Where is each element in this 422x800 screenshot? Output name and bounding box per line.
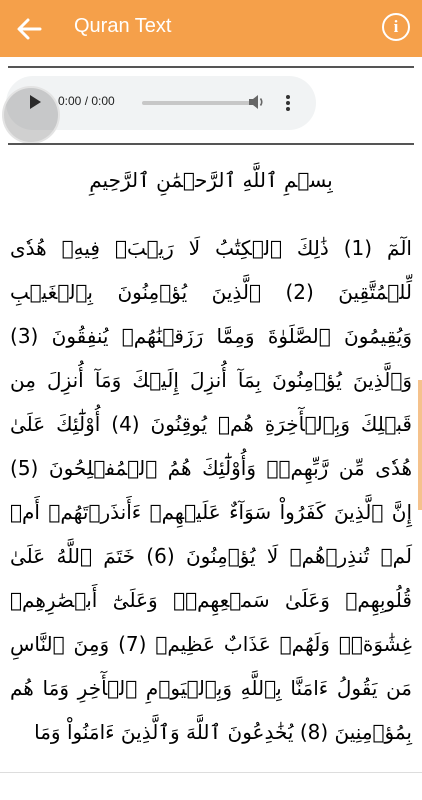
volume-icon[interactable] — [248, 94, 266, 110]
app-bar — [0, 0, 422, 57]
basmala-text: بِسۡمِ ٱللَّهِ ٱلرَّحۡمَٰنِ ٱلرَّحِيمِ — [89, 168, 333, 192]
page-title: Quran Text — [74, 15, 172, 37]
bottom-divider — [0, 772, 422, 773]
divider-top — [8, 66, 414, 68]
info-icon[interactable]: i — [382, 13, 410, 41]
more-vert-icon[interactable] — [285, 94, 291, 112]
verses-text: الٓمٓ (1) ذَٰلِكَ ٱلۡكِتَٰبُ لَا رَيۡبَۛ فِيهِۛ هُدٗى لِّلۡمُتَّقِينَ (2) ٱلَّذِينَ يُؤۡمِنُونَ بِٱلۡغَيۡبِ وَيُقِيمُونَ ٱلصَّلَوٰةَ وَمِمَّا رَزَقۡنَٰهُمۡ يُنفِقُونَ (3) وَٱلَّذِينَ يُؤۡمِنُونَ بِمَآ أُنزِلَ إِلَيۡكَ وَمَآ أُنزِلَ مِن قَبۡلِكَ وَبِٱلۡأٓخِرَةِ هُمۡ يُوقِنُونَ (4) أُوْلَٰٓئِكَ عَلَىٰ هُدٗى مِّن رَّبِّهِمۡۖ وَأُوْلَٰٓئِكَ هُمُ ٱلۡمُفۡلِحُونَ (5) إِنَّ ٱلَّذِينَ كَفَرُواْ سَوَآءٌ عَلَيۡهِمۡ ءَأَنذَرۡتَهُمۡ أَمۡ لَمۡ تُنذِرۡهُمۡ لَا يُؤۡمِنُونَ (6) خَتَمَ ٱللَّهُ عَلَىٰ قُلُوبِهِمۡ وَعَلَىٰ سَمۡعِهِمۡۖ وَعَلَىٰٓ أَبۡصَٰرِهِمۡ غِشَٰوَةٞۖ وَلَهُمۡ عَذَابٌ عَظِيمٞ (7) وَمِنَ ٱلنَّاسِ مَن يَقُولُ ءَامَنَّا بِٱللَّهِ وَبِٱلۡيَوۡمِ ٱلۡأٓخِرِ وَمَا هُم بِمُؤۡمِنِينَ (8) يُخَٰدِعُونَ ٱللَّهَ وَٱلَّذِينَ ءَامَنُواْ وَمَا — [10, 236, 412, 744]
scrollbar[interactable] — [418, 380, 422, 510]
audio-time: 0:00 / 0:00 — [58, 94, 115, 108]
divider-bottom — [8, 143, 414, 145]
arrow-left-icon[interactable] — [14, 14, 44, 44]
play-icon[interactable] — [30, 95, 41, 109]
seek-bar[interactable] — [142, 101, 252, 105]
